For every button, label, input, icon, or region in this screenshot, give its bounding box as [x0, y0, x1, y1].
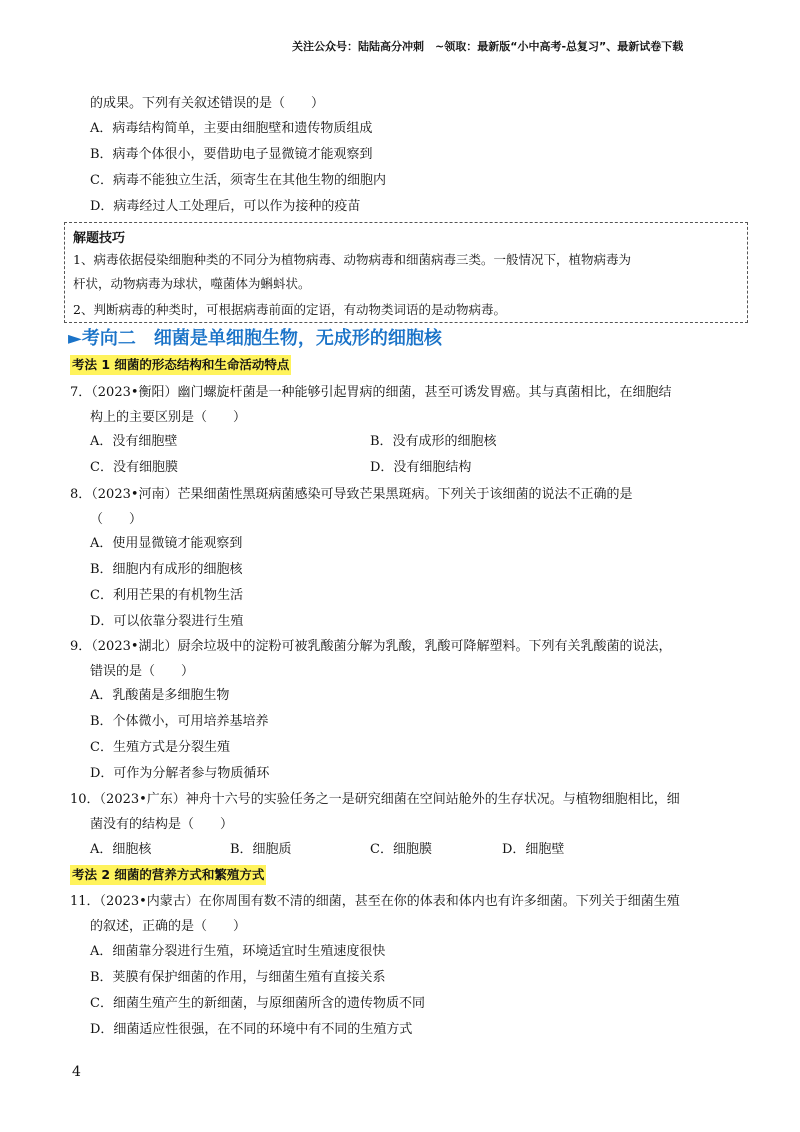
q8-option-d: D．可以依靠分裂进行生殖	[90, 614, 244, 629]
q6-option-d: D．病毒经过人工处理后，可以作为接种的疫苗	[90, 199, 361, 214]
q10-option-a: A．细胞核	[90, 842, 152, 857]
tips-line: 2、判断病毒的种类时，可根据病毒前面的定语，有动物类词语的是动物病毒。	[73, 302, 506, 317]
q9-stem: 9．（2023•湖北）厨余垃圾中的淀粉可被乳酸菌分解为乳酸，乳酸可降解塑料。下列有关乳酸菌的说法，	[70, 639, 672, 654]
q8-option-b: B．细胞内有成形的细胞核	[90, 562, 243, 577]
q7-stem: 7．（2023•衡阳）幽门螺旋杆菌是一种能够引起胃病的细菌，甚至可诱发胃癌。其与真菌相比，在细胞结	[70, 385, 672, 400]
q6-option-c: C．病毒不能独立生活，须寄生在其他生物的细胞内	[90, 173, 386, 188]
q6-option-a: A．病毒结构简单，主要由细胞壁和遗传物质组成	[90, 121, 373, 136]
q11-option-b: B．荚膜有保护细菌的作用，与细菌生殖有直接关系	[90, 970, 386, 985]
q10-option-d: D．细胞壁	[502, 842, 565, 857]
q8-continuation: （ ）	[90, 512, 143, 527]
q7-option-a: A．没有细胞壁	[90, 434, 178, 449]
q6-continuation: 的成果。下列有关叙述错误的是（ ）	[90, 96, 325, 111]
q10-option-c: C．细胞膜	[370, 842, 432, 857]
solution-tips-box	[64, 222, 748, 323]
q8-option-a: A．使用显微镜才能观察到	[90, 536, 243, 551]
tips-line: 1、病毒依据侵染细胞种类的不同分为植物病毒、动物病毒和细菌病毒三类。一般情况下，植物病毒为	[73, 252, 631, 267]
q11-continuation: 的叙述，正确的是（ ）	[90, 919, 247, 934]
q7-option-c: C．没有细胞膜	[90, 460, 178, 475]
q7-option-b: B．没有成形的细胞核	[370, 434, 497, 449]
q8-stem: 8．（2023•河南）芒果细菌性黑斑病菌感染可导致芒果黑斑病。下列关于该细菌的说法不正确的是	[70, 487, 633, 502]
q9-option-a: A．乳酸菌是多细胞生物	[90, 688, 230, 703]
q10-option-b: B．细胞质	[230, 842, 292, 857]
q11-option-c: C．细菌生殖产生的新细菌，与原细菌所含的遗传物质不同	[90, 996, 425, 1011]
method-heading-2: 考法 2 细菌的营养方式和繁殖方式	[70, 865, 266, 885]
q9-option-d: D．可作为分解者参与物质循环	[90, 766, 270, 781]
method-heading-1: 考法 1 细菌的形态结构和生命活动特点	[70, 355, 291, 375]
q7-continuation: 构上的主要区别是（ ）	[90, 410, 247, 425]
q9-continuation: 错误的是（ ）	[90, 664, 195, 679]
page-header: 关注公众号：陆陆高分冲刺 ~领取：最新版“小中高考-总复习”、最新试卷下载	[292, 40, 684, 53]
q10-continuation: 菌没有的结构是（ ）	[90, 817, 234, 832]
q7-option-d: D．没有细胞结构	[370, 460, 472, 475]
tips-line: 杆状，动物病毒为球状，噬菌体为蝌蚪状。	[73, 276, 311, 291]
tips-title: 解题技巧	[73, 231, 126, 246]
page-number: 4	[72, 1064, 81, 1080]
q6-option-b: B．病毒个体很小，要借助电子显微镜才能观察到	[90, 147, 373, 162]
q8-option-c: C．利用芒果的有机物生活	[90, 588, 243, 603]
q10-stem: 10．（2023•广东）神舟十六号的实验任务之一是研究细菌在空间站舱外的生存状况。与植物细胞相比，细	[70, 792, 680, 807]
q9-option-b: B．个体微小，可用培养基培养	[90, 714, 269, 729]
q9-option-c: C．生殖方式是分裂生殖	[90, 740, 230, 755]
q11-option-d: D．细菌适应性很强，在不同的环境中有不同的生殖方式	[90, 1022, 413, 1037]
q11-option-a: A．细菌靠分裂进行生殖，环境适宜时生殖速度很快	[90, 944, 386, 959]
q11-stem: 11．（2023•内蒙古）在你周围有数不清的细菌，甚至在你的体表和体内也有许多细菌。下列关于细菌生殖	[70, 894, 680, 909]
section-heading: ►考向二 细菌是单细胞生物，无成形的细胞核	[68, 328, 442, 349]
